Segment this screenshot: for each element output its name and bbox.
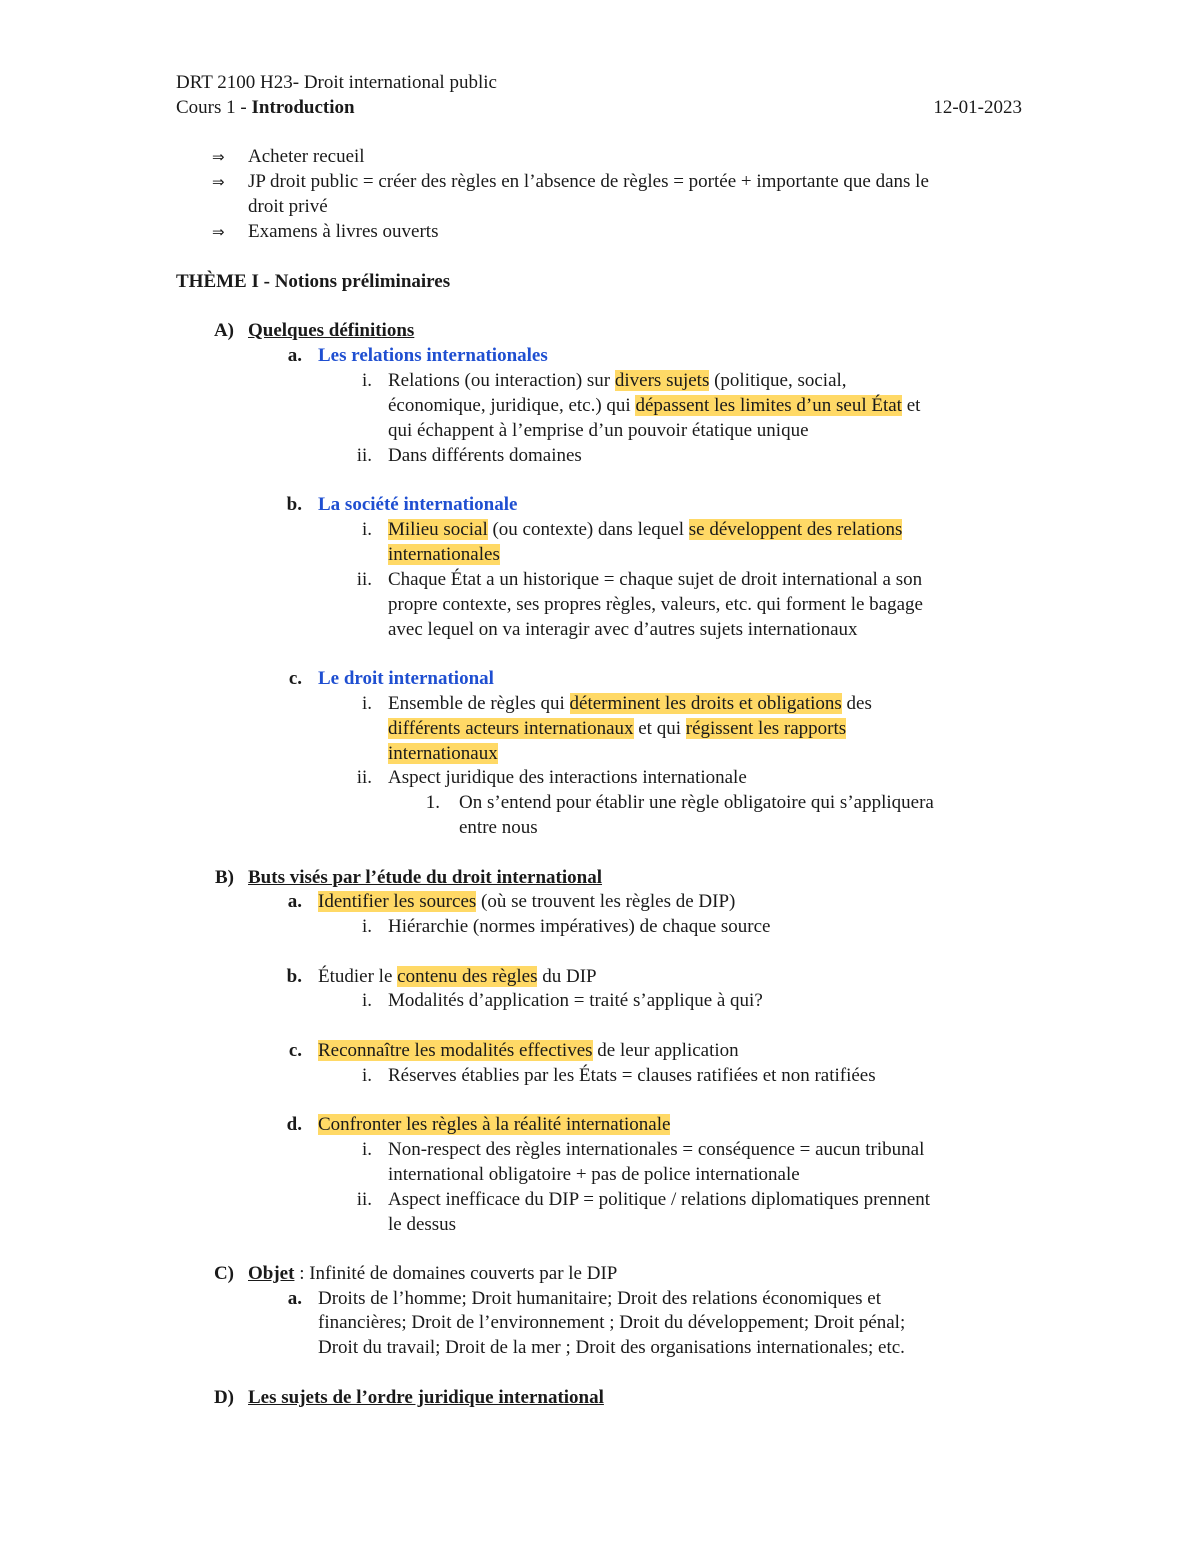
bullet-item: Acheter recueil [248,146,365,167]
text-line: On s’entend pour établir une règle obligatoire qui s’appliquera [459,792,934,813]
item-marker: i. [361,693,372,714]
theme-title: Notions préliminaires [274,271,451,292]
text-line: entre nous [459,817,538,838]
item-marker: ii. [356,767,372,788]
text-line [388,543,500,567]
text-line: Aspect juridique des interactions internationale [388,767,747,788]
section-c-title: Objet [248,1263,295,1284]
theme-prefix: THÈME I - [176,271,275,292]
text-line: Étudier le contenu des règles du DIP [318,966,597,987]
subsection-a-title: Les relations internationales [318,345,548,366]
lecture-prefix: Cours 1 - [176,97,252,118]
highlight: Reconnaître les modalités effectives [318,1040,593,1061]
text-line: financières; Droit de l’environnement ; Droit du développement; Droit pénal; [318,1312,906,1333]
item-marker: ii. [356,1189,372,1210]
text-line: Milieu social (ou contexte) dans lequel se développent des relations [388,519,903,540]
text-line: Dans différents domaines [388,445,582,466]
section-b-title: Buts visés par l’étude du droit international [248,867,603,888]
text-line: Modalités d’application = traité s’applique à qui? [388,990,763,1011]
item-marker: i. [361,519,372,540]
lecture-title: Introduction [251,97,355,118]
highlight: Milieu social [388,519,488,540]
item-marker: i. [361,1139,372,1160]
highlight: contenu des règles [397,966,538,987]
text-line: Non-respect des règles internationales = conséquence = aucun tribunal [388,1139,925,1160]
text-line: Droit du travail; Droit de la mer ; Droit des organisations internationales; etc. [318,1337,905,1358]
highlight: régissent les rapports [685,718,847,739]
text-line: Reconnaître les modalités effectives de leur application [318,1040,739,1061]
item-marker: b. [286,966,302,987]
theme-heading [176,270,450,294]
section-marker: C) [213,1263,234,1284]
item-marker: a. [287,345,302,366]
highlight: différents acteurs internationaux [388,718,634,739]
text-line: Relations (ou interaction) sur divers sujets (politique, social, [388,370,847,391]
text-line: différents acteurs internationaux et qui régissent les rapports [388,718,847,739]
section-marker: D) [213,1387,234,1408]
text-line: Objet : Infinité de domaines couverts par le DIP [248,1263,618,1284]
item-marker: c. [288,1040,302,1061]
arrow-bullet-icon: ⇒ [212,173,225,191]
highlight: dépassent les limites d’un seul État [635,395,902,416]
section-d-title: Les sujets de l’ordre juridique international [248,1387,604,1408]
text-line: Aspect inefficace du DIP = politique / relations diplomatiques prennent [388,1189,931,1210]
item-marker: i. [361,1065,372,1086]
bullet-item: Examens à livres ouverts [248,221,439,242]
text-line [388,742,498,766]
text-line: Hiérarchie (normes impératives) de chaque source [388,916,771,937]
lecture-line [176,96,355,120]
item-marker: i. [361,990,372,1011]
item-marker: d. [286,1114,302,1135]
item-marker: 1. [425,792,440,813]
text-line: international obligatoire + pas de police internationale [388,1164,800,1185]
text-line: propre contexte, ses propres règles, valeurs, etc. qui forment le bagage [388,594,923,615]
text-line: Ensemble de règles qui déterminent les droits et obligations des [388,693,872,714]
arrow-bullet-icon: ⇒ [212,223,225,241]
item-marker: b. [286,494,302,515]
bullet-item-cont: droit privé [248,196,328,217]
bullet-item: JP droit public = créer des règles en l’absence de règles = portée + importante que dans le [248,171,929,192]
section-marker: B) [215,867,234,888]
text-line: le dessus [388,1214,457,1235]
subsection-c-title: Le droit international [318,668,494,689]
item-marker: c. [288,668,302,689]
text-line: économique, juridique, etc.) qui dépassent les limites d’un seul État et [388,395,921,416]
highlight: Identifier les sources [318,891,477,912]
highlight: internationaux [388,743,498,764]
section-marker: A) [213,320,234,341]
arrow-bullet-icon: ⇒ [212,148,225,166]
course-title: DRT 2100 H23- Droit international public [176,72,497,93]
item-marker: i. [361,370,372,391]
text-line: qui échappent à l’emprise d’un pouvoir étatique unique [388,420,809,441]
highlight: déterminent les droits et obligations [569,693,842,714]
highlight: divers sujets [614,370,710,391]
text-line: avec lequel on va interagir avec d’autres sujets internationaux [388,619,858,640]
subsection-b-title: La société internationale [318,494,518,515]
item-marker: a. [287,1288,302,1309]
item-marker: a. [287,891,302,912]
highlight: internationales [388,544,500,565]
text-line: Identifier les sources (où se trouvent les règles de DIP) [318,891,736,912]
highlight: Confronter les règles à la réalité internationale [318,1114,671,1135]
section-a-title: Quelques définitions [248,320,415,341]
text-line: Chaque État a un historique = chaque sujet de droit international a son [388,569,923,590]
item-marker: i. [361,916,372,937]
item-marker: ii. [356,569,372,590]
item-marker: ii. [356,445,372,466]
text-line: Réserves établies par les États = clauses ratifiées et non ratifiées [388,1065,876,1086]
text-line [318,1113,670,1137]
highlight: se développent des relations [688,519,903,540]
lecture-date: 12-01-2023 [933,97,1022,118]
text-line: Droits de l’homme; Droit humanitaire; Droit des relations économiques et [318,1288,882,1309]
